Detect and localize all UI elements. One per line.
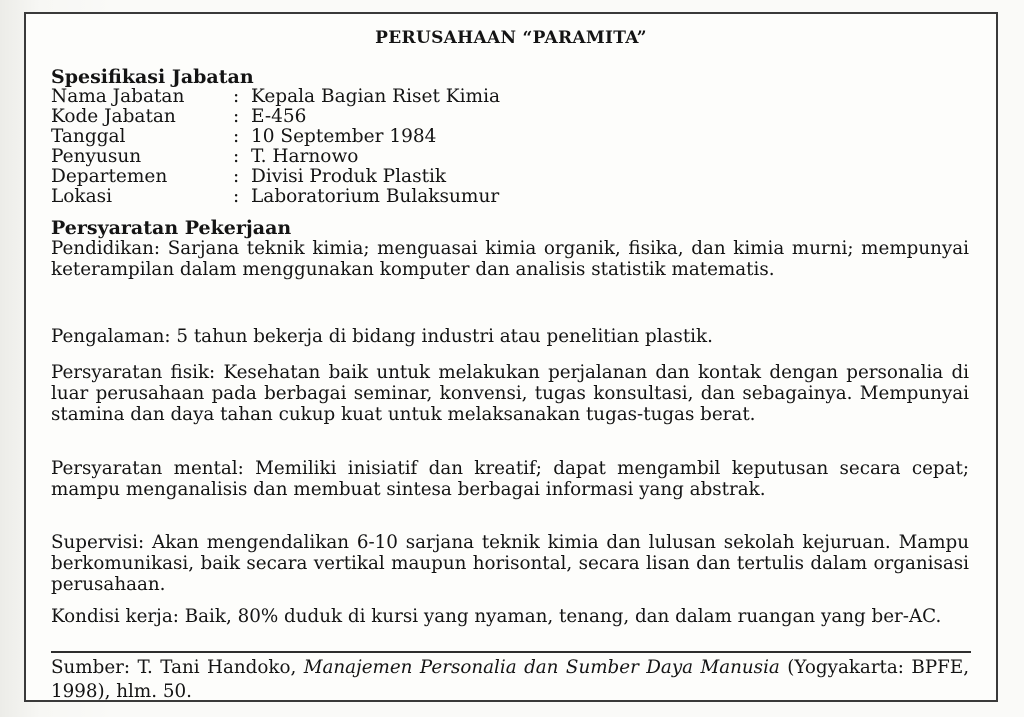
- spec-value: Divisi Produk Plastik: [251, 166, 447, 187]
- source-prefix: Sumber: T. Tani Handoko,: [51, 657, 304, 678]
- spec-value: Kepala Bagian Riset Kimia: [251, 86, 501, 107]
- requirements-heading: Persyaratan Pekerjaan: [51, 217, 292, 239]
- spec-separator: :: [233, 106, 240, 127]
- spec-list: [51, 87, 500, 207]
- divider: [51, 651, 971, 653]
- spec-row: [51, 127, 500, 147]
- spec-value: 10 September 1984: [251, 126, 437, 147]
- spec-row: [51, 87, 500, 107]
- document-title: PERUSAHAAN “PARAMITA”: [375, 28, 647, 48]
- spec-separator: :: [233, 86, 240, 107]
- spec-value: T. Harnowo: [251, 146, 359, 167]
- spec-label: Lokasi: [51, 186, 113, 207]
- spec-heading: Spesifikasi Jabatan: [51, 66, 254, 88]
- spec-separator: :: [233, 186, 240, 207]
- spec-row: [51, 187, 500, 207]
- spec-row: [51, 147, 500, 167]
- paragraph-work-conditions: Kondisi kerja: Baik, 80% duduk di kursi yang nyaman, tenang, dan dalam ruangan yang ber-AC.: [51, 606, 942, 627]
- spec-label: Tanggal: [51, 126, 126, 147]
- spec-row: [51, 167, 500, 187]
- paragraph-experience: Pengalaman: 5 tahun bekerja di bidang industri atau penelitian plastik.: [51, 326, 713, 347]
- spec-value: Laboratorium Bulaksumur: [251, 186, 500, 207]
- spec-label: Penyusun: [51, 146, 142, 167]
- spec-row: [51, 107, 500, 127]
- source-book-title: Manajemen Personalia dan Sumber Daya Manusia: [303, 657, 780, 678]
- spec-separator: :: [233, 146, 240, 167]
- paragraph-supervision: Supervisi: Akan mengendalikan 6-10 sarjana teknik kimia dan lulusan sekolah kejuruan. Mampu berkomunikasi, baik secara vertikal maupun horisontal, secara lisan dan tertulis dalam organisasi perusahaan.: [51, 532, 969, 595]
- paragraph-mental: Persyaratan mental: Memiliki inisiatif dan kreatif; dapat mengambil keputusan secara cepat; mampu menganalisis dan membuat sintesa berbagai informasi yang abstrak.: [51, 458, 969, 500]
- spec-label: Nama Jabatan: [51, 86, 185, 107]
- document-frame: [24, 12, 998, 702]
- spec-separator: :: [233, 126, 240, 147]
- spec-separator: :: [233, 166, 240, 187]
- spec-value: E-456: [251, 106, 307, 127]
- spec-label: Departemen: [51, 166, 168, 187]
- spec-label: Kode Jabatan: [51, 106, 176, 127]
- source-suffix: (Yogyakarta: BPFE, 1998), hlm. 50.: [51, 657, 969, 702]
- paragraph-education: Pendidikan: Sarjana teknik kimia; menguasai kimia organik, fisika, dan kimia murni; mempunyai keterampilan dalam menggunakan komputer dan analisis statistik matematis.: [51, 238, 969, 280]
- source-citation: [51, 656, 969, 704]
- paragraph-physical: Persyaratan fisik: Kesehatan baik untuk melakukan perjalanan dan kontak dengan personalia di luar perusahaan pada berbagai seminar, konvensi, tugas konsultasi, dan sebagainya. Mempunyai stamina dan daya tahan cukup kuat untuk melaksanakan tugas-tugas berat.: [51, 362, 969, 425]
